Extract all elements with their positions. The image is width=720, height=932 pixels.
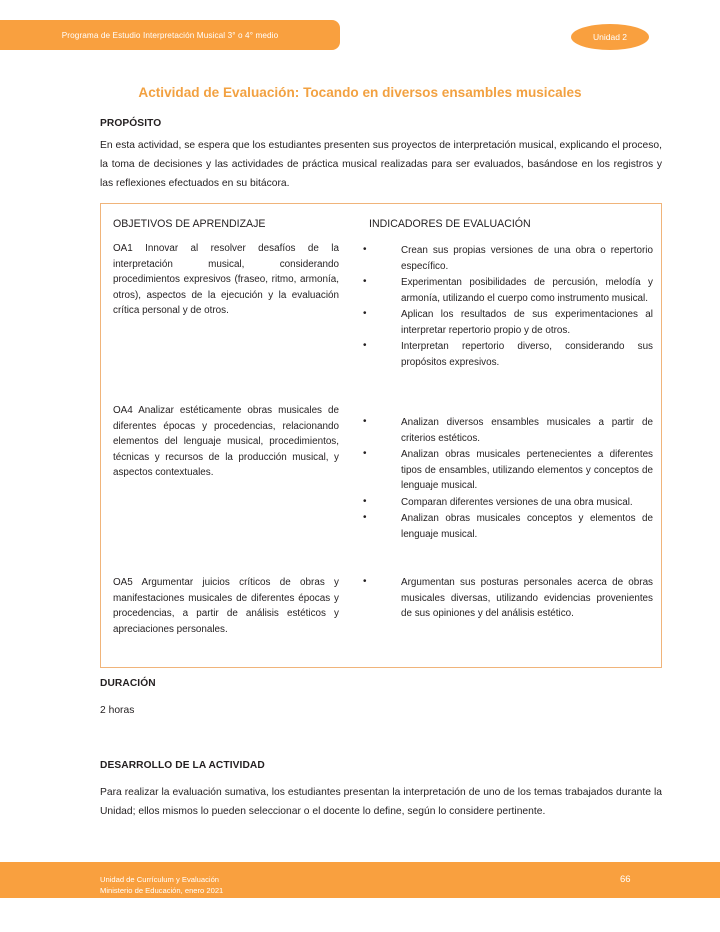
list-item: • Analizan obras musicales pertenecientes a diferentes tipos de ensambles, utilizando elementos y conceptos de lenguaje musical. (353, 447, 653, 494)
indicadores-cell (353, 551, 661, 631)
list-item: • Experimentan posibilidades de percusión, melodía y armonía, utilizando el cuerpo como instrumento musical. (353, 275, 653, 306)
duracion-heading: DURACIÓN (100, 678, 156, 689)
list-item: • Analizan obras musicales conceptos y elementos de lenguaje musical. (353, 511, 653, 542)
table-row (101, 551, 661, 667)
footer-credits (100, 874, 223, 896)
indicadores-cell (353, 235, 661, 379)
list-item: • Argumentan sus posturas personales acerca de obras musicales diversas, utilizando evidencias provenientes de sus opiniones y del análisis estético. (353, 575, 653, 622)
indicadores-list (353, 243, 653, 370)
list-item: • Aplican los resultados de sus experimentaciones al interpretar repertorio propio y de otros. (353, 307, 653, 338)
footer-line-1: Unidad de Currículum y Evaluación (100, 875, 220, 884)
table-row (101, 235, 661, 379)
table-row (101, 379, 661, 551)
page-title: Actividad de Evaluación: Tocando en diversos ensambles musicales (138, 85, 582, 100)
lower-sections (100, 678, 662, 821)
objetivos-indicadores-table (100, 203, 662, 668)
indicadores-cell (353, 379, 661, 551)
indicadores-list (353, 415, 653, 542)
duracion-text: 2 horas (100, 705, 135, 716)
list-item: • Comparan diferentes versiones de una obra musical. (353, 495, 653, 511)
objetivo-text: OA5 Argumentar juicios críticos de obras y manifestaciones musicales de diferentes épocas y procedencias, a partir de análisis estéticos y apreciaciones personales. (113, 577, 339, 635)
header-band (0, 20, 340, 50)
desarrollo-heading: DESARROLLO DE LA ACTIVIDAD (100, 760, 265, 771)
table-column-indicadores (353, 214, 661, 232)
section-spacer (100, 720, 662, 760)
footer-line-2: Ministerio de Educación, enero 2021 (100, 886, 224, 895)
header-program-label: Programa de Estudio Interpretación Musical 3° o 4° medio (61, 30, 279, 40)
proposito-heading: PROPÓSITO (100, 118, 162, 129)
unit-badge (571, 24, 649, 50)
list-item: • Crean sus propias versiones de una obra o repertorio específico. (353, 243, 653, 274)
list-item: • Analizan diversos ensambles musicales a partir de criterios estéticos. (353, 415, 653, 446)
proposito-section (100, 118, 662, 193)
column-header-label: OBJETIVOS DE APRENDIZAJE (113, 218, 266, 230)
objetivo-text: OA4 Analizar estéticamente obras musicales de diferentes épocas y procedencias, relacionando elementos del lenguaje musical, procedimientos, técnicas y recursos de la producción musical, y aspectos contextuales. (113, 405, 339, 478)
table-column-objetivos (101, 214, 353, 232)
objetivo-text: OA1 Innovar al resolver desafíos de la interpretación musical, considerando procedimientos expresivos (fraseo, ritmo, armonía, otros), aspectos de la ejecución y la evaluación crítica personal y de otros. (113, 243, 339, 316)
list-item: • Interpretan repertorio diverso, considerando sus propósitos expresivos. (353, 339, 653, 370)
proposito-text: En esta actividad, se espera que los estudiantes presenten sus proyectos de interpretación musical, explicando el proceso, la toma de decisiones y las actividades de práctica musical realizadas para ser evaluados, basándose en los registros y las reflexiones efectuados en su bitácora. (100, 140, 662, 189)
column-header-label: INDICADORES DE EVALUACIÓN (369, 218, 531, 230)
unit-badge-label: Unidad 2 (592, 32, 628, 42)
table-header-row (101, 204, 661, 235)
page-number: 66 (620, 874, 631, 885)
indicadores-list (353, 575, 653, 622)
desarrollo-text: Para realizar la evaluación sumativa, los estudiantes presentan la interpretación de uno de los temas trabajados durante la Unidad; ellos mismos lo pueden seleccionar o el docente lo define, según lo considere pertinente. (100, 787, 662, 817)
